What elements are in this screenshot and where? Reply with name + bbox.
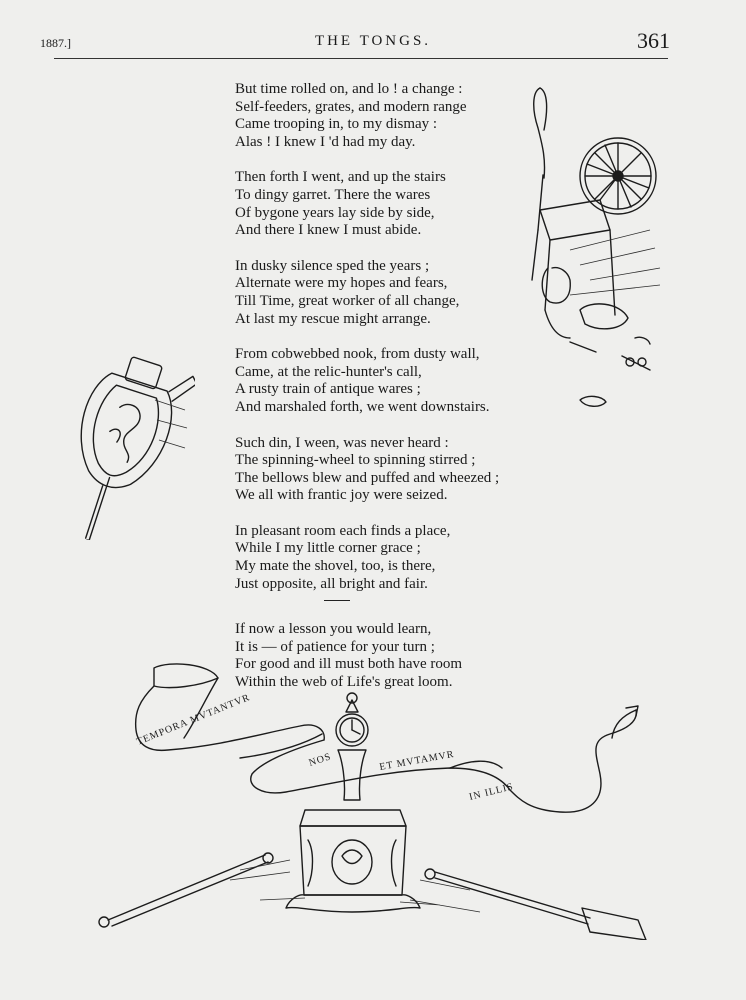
banner-word: IN ILLIS [468,781,515,803]
poem-line: From cobwebbed nook, from dusty wall, [235,346,480,363]
poem-line: Then forth I went, and up the stairs [235,169,446,186]
poem-line: At last my rescue might arrange. [235,310,431,327]
year-label: 1887.] [40,36,71,50]
poem-line: Came trooping in, to my dismay : [235,116,438,133]
banner-word: TEMPORA MVTANTVR [135,692,252,748]
poem-line: Self-feeders, grates, and modern range [235,98,467,115]
page-header [0,0,746,62]
section-divider [324,600,350,601]
poem-line: And marshaled forth, we went downstairs. [235,398,490,415]
stanza-1 [235,81,535,151]
poem-line: My mate the shovel, too, is there, [235,558,436,575]
poem-line: The bellows blew and puffed and wheezed ; [235,469,500,486]
poem-line: Till Time, great worker of all change, [235,292,460,309]
stanza-2 [235,169,535,239]
poem-line: The spinning-wheel to spinning stirred ; [235,452,476,469]
stanza-5 [235,435,535,505]
poem-line: Within the web of Life's great loom. [235,674,453,691]
poem-line: A rusty train of antique wares ; [235,381,421,398]
stanza-3 [235,258,535,328]
poem-line: In pleasant room each finds a place, [235,522,451,539]
banner-word: NOS [307,751,333,769]
poem-line: We all with frantic joy were seized. [235,487,448,504]
poem [235,81,535,710]
poem-line: Alas ! I knew I 'd had my day. [235,133,416,150]
poem-line: For good and ill must both have room [235,656,463,673]
poem-line: While I my little corner grace ; [235,540,421,557]
spinning-wheel-icon [510,80,670,410]
poem-line: Came, at the relic-hunter's call, [235,363,422,380]
poem-line: Alternate were my hopes and fears, [235,275,448,292]
poem-line: To dingy garret. There the wares [235,186,431,203]
header-rule [54,58,668,59]
page-number: 361 [637,28,670,53]
banner-word: ET MVTAMVR [378,748,456,773]
poem-line: Of bygone years lay side by side, [235,204,435,221]
poem-line: And there I knew I must abide. [235,222,422,239]
bellows-icon [55,340,195,540]
clock-inkstand-icon [90,650,670,940]
poem-line: But time rolled on, and lo ! a change : [235,81,463,97]
stanza-4 [235,346,535,416]
poem-line: If now a lesson you would learn, [235,621,432,638]
poem-line: It is — of patience for your turn ; [235,638,435,655]
poem-line: Such din, I ween, was never heard : [235,434,449,451]
running-title: THE TONGS. [314,33,432,49]
stanza-6 [235,523,535,593]
poem-line: Just opposite, all bright and fair. [235,575,428,592]
poem-line: In dusky silence sped the years ; [235,257,430,274]
